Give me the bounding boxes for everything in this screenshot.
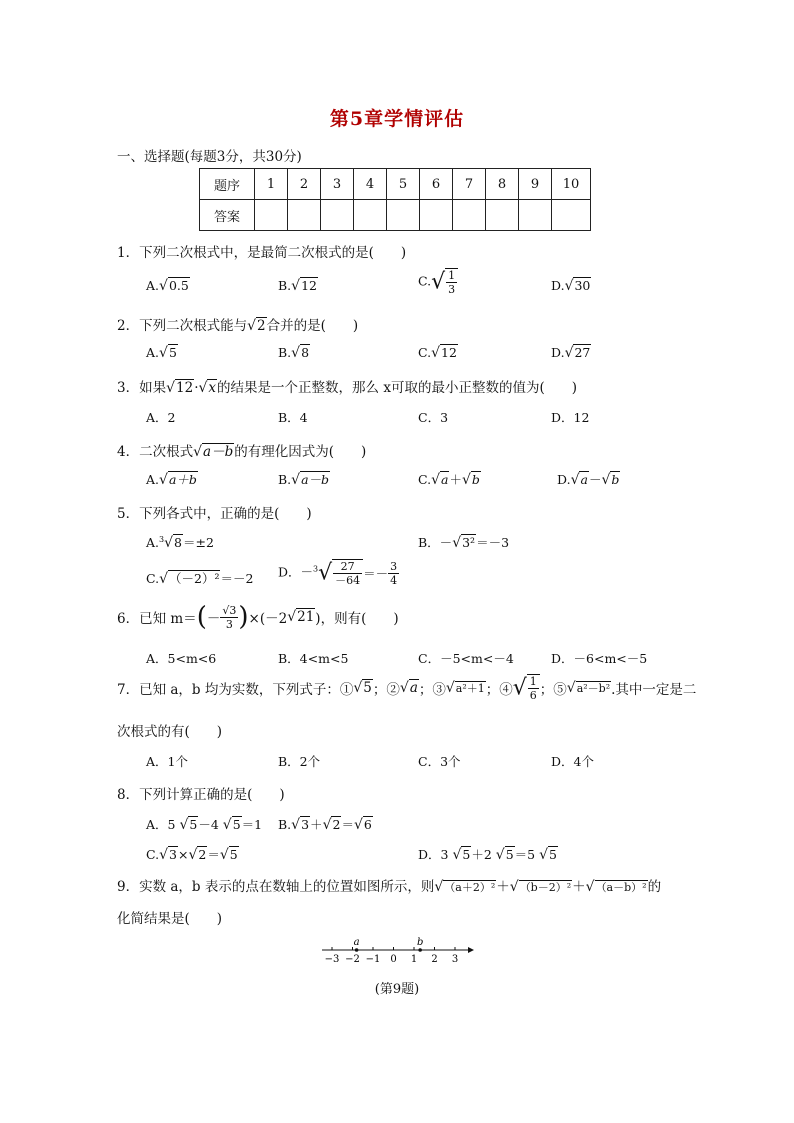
radicand: b — [471, 472, 480, 487]
radicand: 5 — [462, 847, 471, 862]
sqrt-sign: √ — [585, 879, 595, 895]
sqrt-sign: √ — [164, 535, 174, 551]
sqrt-sign: √ — [291, 817, 301, 833]
sqrt-sign: √ — [287, 609, 297, 625]
question-9-stem-line2: 化简结果是( ) — [117, 911, 223, 927]
sqrt-sign: √ — [495, 847, 505, 863]
answer-cell[interactable] — [354, 200, 387, 231]
option-label: A. — [146, 345, 160, 360]
q4-option-a — [146, 470, 198, 488]
sqrt-sign: √ — [247, 318, 257, 334]
sqrt-sign: √ — [219, 847, 229, 863]
stem-text: 的结果是一个正整数，那么 x可取的最小正整数的值为( ) — [217, 380, 577, 396]
q6-option-c: C．－5<m<－4 — [418, 651, 514, 666]
sqrt-sign: √ — [353, 680, 363, 696]
q1-option-c — [418, 268, 458, 296]
q2-option-c — [418, 345, 458, 361]
radicand: 5 — [189, 817, 198, 832]
radicand: 8 — [174, 535, 182, 550]
stem-text: ；⑤ — [539, 682, 567, 698]
sqrt-sign: √ — [452, 535, 462, 551]
sqrt-sign: √ — [166, 380, 176, 396]
operator: ＋ — [310, 817, 323, 832]
answer-cell[interactable] — [387, 200, 420, 231]
radicand: （b－2）² — [519, 881, 572, 894]
option-label: C. — [418, 472, 432, 487]
radicand: 5 — [549, 847, 557, 862]
answer-cell[interactable] — [420, 200, 453, 231]
operator: ＋ — [572, 879, 586, 895]
answer-label-cell: 答案 — [200, 200, 255, 231]
axis-tick-label: −1 — [365, 954, 381, 965]
sqrt-sign: √ — [193, 444, 203, 460]
q5-option-b — [418, 533, 509, 551]
radicand: 27 — [574, 345, 591, 360]
q1-option-d — [551, 278, 591, 294]
option-label: B. — [278, 817, 292, 832]
question-2-stem — [117, 314, 358, 334]
question-5-stem: 5．下列各式中，正确的是( ) — [117, 506, 312, 522]
answer-cell[interactable] — [321, 200, 354, 231]
sqrt-sign: √ — [159, 847, 169, 863]
number-cell: 7 — [453, 169, 486, 200]
q3-option-d: D．12 — [551, 410, 590, 425]
sqrt-sign: √ — [291, 345, 301, 361]
q7-option-d: D．4个 — [551, 754, 594, 769]
paren-right: ) — [238, 602, 249, 632]
number-cell: 3 — [321, 169, 354, 200]
stem-text: ；④ — [485, 682, 513, 698]
denominator: 3 — [225, 617, 233, 631]
answer-cell[interactable] — [552, 200, 591, 231]
denominator: 6 — [529, 689, 537, 702]
question-3-stem — [117, 376, 577, 396]
stem-text: .其中一定是二 — [611, 682, 697, 698]
option-label: D. — [557, 472, 571, 487]
axis-tick-label: −3 — [324, 954, 340, 965]
fraction — [220, 604, 238, 631]
page-title: 第5章学情评估 — [329, 108, 465, 130]
sqrt-sign: √ — [564, 345, 574, 361]
stem-text: 4．二次根式 — [117, 444, 194, 460]
answer-table — [199, 168, 591, 231]
point-a-mark — [355, 948, 359, 952]
q2-option-b — [278, 345, 310, 361]
question-7-stem-line2: 次根式的有( ) — [117, 724, 223, 740]
sqrt-sign: √ — [291, 278, 301, 294]
q6-option-b: B．4<m<5 — [278, 651, 349, 666]
q6-option-d: D．－6<m<－5 — [551, 651, 648, 666]
sqrt-sign: √ — [512, 675, 527, 701]
minus-sign: － — [206, 611, 221, 627]
sqrt-sign: √ — [564, 278, 574, 294]
section-heading: 一、选择题(每题3分，共30分) — [117, 149, 302, 165]
radicand: 2 — [332, 817, 341, 832]
option-label: C. — [146, 847, 160, 862]
sqrt-sign: √ — [222, 817, 232, 833]
radicand: 12 — [441, 345, 457, 360]
root-index: 3 — [313, 564, 319, 574]
fraction — [388, 560, 399, 587]
denominator: 3 — [448, 283, 456, 296]
stem-text: ；③ — [418, 682, 446, 698]
radicand: 5 — [232, 817, 241, 832]
stem-text: )，则有( ) — [315, 611, 399, 627]
answer-cell[interactable] — [519, 200, 552, 231]
sqrt-sign: √ — [452, 847, 462, 863]
radicand: （－2）² — [169, 571, 220, 586]
option-label: B. — [278, 278, 292, 293]
sqrt-sign: √ — [322, 817, 332, 833]
question-4-stem — [117, 440, 366, 460]
operator: ＋ — [496, 879, 510, 895]
radicand: 5 — [363, 680, 372, 696]
q4-option-b — [278, 470, 330, 488]
sqrt-sign: √ — [445, 680, 455, 696]
operator: ＝ — [207, 847, 220, 862]
expression-text: ＝1 — [241, 817, 263, 832]
q2-option-a — [146, 345, 178, 361]
question-6-stem — [117, 602, 399, 632]
radicand: b — [611, 472, 620, 487]
stem-text: 的有理化因式为( ) — [234, 444, 367, 460]
q1-option-b — [278, 278, 318, 294]
numerator: 1 — [448, 269, 456, 282]
denominator: －64 — [335, 574, 361, 587]
radicand: 12 — [176, 380, 194, 396]
q7-option-a: A．1个 — [146, 754, 188, 769]
option-label: C. — [418, 273, 432, 289]
number-cell: 8 — [486, 169, 519, 200]
q4-option-c — [418, 470, 481, 488]
question-9-stem — [117, 875, 661, 895]
number-cell: 1 — [255, 169, 288, 200]
radicand: （a＋2）² — [444, 881, 496, 894]
radicand: （a－b）² — [595, 881, 647, 894]
sqrt-sign: √ — [159, 571, 169, 587]
option-label: D．－ — [278, 564, 314, 580]
root-index: 3 — [159, 534, 165, 544]
answer-cell[interactable] — [288, 200, 321, 231]
option-label: A. — [146, 535, 160, 550]
sqrt-sign: √ — [159, 278, 168, 294]
radicand: 0.5 — [168, 278, 189, 293]
option-label: C. — [418, 345, 432, 360]
table-row — [200, 169, 591, 200]
sqrt-sign: √ — [179, 817, 189, 833]
number-cell: 9 — [519, 169, 552, 200]
sqrt-sign: √ — [198, 380, 208, 396]
axis-tick-label: 3 — [451, 954, 459, 965]
question-1-stem: 1．下列二次根式中，是最简二次根式的是( ) — [117, 245, 407, 261]
axis-tick-label: 0 — [390, 954, 397, 965]
radicand: a — [580, 472, 588, 487]
sqrt-sign: √ — [539, 847, 549, 863]
numerator: 27 — [333, 560, 362, 574]
stem-text: 3．如果 — [117, 380, 167, 396]
dot-operator: · — [194, 380, 199, 396]
option-label: D. — [551, 345, 565, 360]
expression-text: A．5 — [146, 817, 176, 832]
sqrt-sign: √ — [566, 680, 576, 696]
q7-option-c: C．3个 — [418, 754, 461, 769]
radicand: 12 — [301, 278, 317, 293]
sqrt-sign: √ — [159, 472, 168, 488]
sqrt-sign: √ — [601, 472, 611, 488]
denominator: 4 — [390, 573, 398, 587]
radicand: a²＋1 — [455, 682, 485, 695]
axis-arrow-icon — [468, 947, 474, 953]
numerator: 1 — [529, 675, 537, 688]
option-label: C. — [146, 571, 160, 586]
q8-option-b — [278, 815, 373, 833]
radicand: a＋b — [168, 472, 197, 487]
number-cell: 2 — [288, 169, 321, 200]
q7-option-b: B．2个 — [278, 754, 321, 769]
radicand: 21 — [297, 609, 315, 625]
sqrt-sign: √ — [431, 269, 446, 295]
option-label: A. — [146, 472, 160, 487]
header-label-cell: 题序 — [200, 169, 255, 200]
radicand: a — [409, 680, 418, 696]
stem-text: 7．已知 a，b 均为实数，下列式子：① — [117, 682, 354, 698]
question-8-stem: 8．下列计算正确的是( ) — [117, 787, 285, 803]
operator: ＋ — [449, 472, 462, 487]
option-label: A. — [146, 278, 160, 293]
axis-tick-label: −2 — [345, 954, 360, 965]
expression-text: D．3 — [418, 847, 449, 862]
axis-tick-label: 1 — [410, 954, 418, 965]
stem-text: 的 — [647, 879, 662, 895]
stem-text: ；② — [372, 682, 400, 698]
q2-option-d — [551, 345, 591, 361]
option-label: B. — [278, 472, 292, 487]
q5-option-a — [146, 533, 214, 551]
option-label: D. — [551, 278, 565, 293]
stem-text: ×(－2 — [248, 611, 288, 627]
radicand: 5 — [168, 345, 177, 360]
number-cell: 6 — [420, 169, 453, 200]
paren-left: ( — [196, 602, 207, 632]
radicand: 5 — [505, 847, 514, 862]
expression-text: ＝5 — [514, 847, 536, 862]
sqrt-sign: √ — [431, 345, 441, 361]
sqrt-sign: √ — [434, 879, 444, 895]
stem-text: 9．实数 a，b 表示的点在数轴上的位置如图所示，则 — [117, 879, 435, 895]
question-7-stem — [117, 674, 696, 702]
sqrt-sign: √ — [570, 472, 580, 488]
number-line-figure — [318, 934, 478, 968]
expression-text: ＝－ — [363, 566, 389, 581]
operator: × — [177, 847, 189, 862]
sqrt-sign: √ — [431, 472, 441, 488]
stem-text: 合并的是( ) — [266, 318, 359, 334]
q1-option-a — [146, 278, 190, 294]
radicand: a — [441, 472, 449, 487]
radicand: 2 — [257, 318, 266, 334]
sqrt-sign: √ — [399, 680, 409, 696]
radicand: 8 — [301, 345, 310, 360]
axis-ticks — [325, 937, 459, 965]
radicand: a－b — [301, 472, 330, 487]
sqrt-sign: √ — [509, 879, 519, 895]
point-b-mark — [418, 948, 422, 952]
q8-option-c — [146, 845, 239, 863]
number-cell: 4 — [354, 169, 387, 200]
q8-option-a — [146, 815, 262, 833]
fraction — [445, 268, 458, 296]
fraction — [332, 559, 363, 587]
q4-option-d — [557, 470, 620, 488]
option-label: B. — [278, 345, 292, 360]
numerator: √3 — [222, 603, 237, 617]
point-a-label: a — [353, 937, 360, 948]
stem-text: 6．已知 m＝ — [117, 611, 197, 627]
operator: － — [588, 472, 602, 487]
radicand: 2 — [198, 847, 207, 862]
radicand: 3 — [301, 817, 310, 832]
stem-text: 2．下列二次根式能与 — [117, 318, 248, 334]
number-cell: 5 — [387, 169, 420, 200]
q3-option-b: B．4 — [278, 410, 308, 425]
q6-option-a: A．5<m<6 — [146, 651, 217, 666]
q3-option-c: C．3 — [418, 410, 449, 425]
expression-text: ＝－3 — [476, 535, 510, 550]
radicand: a－b — [203, 444, 234, 460]
number-cell: 10 — [552, 169, 591, 200]
radicand: 3² — [462, 535, 476, 550]
expression-text: －4 — [198, 817, 219, 832]
expression-text: ＝－2 — [220, 571, 254, 586]
point-b-label: b — [416, 937, 424, 948]
sqrt-sign: √ — [461, 472, 471, 488]
radicand: a²－b² — [576, 682, 611, 695]
radicand: 5 — [229, 847, 238, 862]
q8-option-d — [418, 845, 558, 863]
numerator: 3 — [390, 559, 398, 573]
expression-text: ＝±2 — [182, 535, 214, 550]
radicand: x — [208, 380, 217, 396]
fraction — [527, 674, 540, 702]
q3-option-a: A．2 — [146, 410, 176, 425]
sqrt-sign: √ — [318, 560, 333, 586]
expression-text: ＋2 — [471, 847, 492, 862]
radicand: 3 — [169, 847, 177, 862]
q5-option-c — [146, 569, 253, 587]
radicand: 30 — [574, 278, 591, 293]
axis-tick-label: 2 — [431, 954, 438, 965]
table-row — [200, 200, 591, 231]
figure-caption: (第9题) — [374, 982, 420, 997]
option-label: B．－ — [418, 535, 453, 550]
q5-option-d — [278, 559, 399, 587]
sqrt-sign: √ — [159, 345, 168, 361]
answer-cell[interactable] — [486, 200, 519, 231]
operator: ＝ — [341, 817, 354, 832]
sqrt-sign: √ — [188, 847, 198, 863]
answer-cell[interactable] — [453, 200, 486, 231]
radicand: 6 — [363, 817, 372, 832]
sqrt-sign: √ — [353, 817, 363, 833]
sqrt-sign: √ — [291, 472, 301, 488]
answer-cell[interactable] — [255, 200, 288, 231]
